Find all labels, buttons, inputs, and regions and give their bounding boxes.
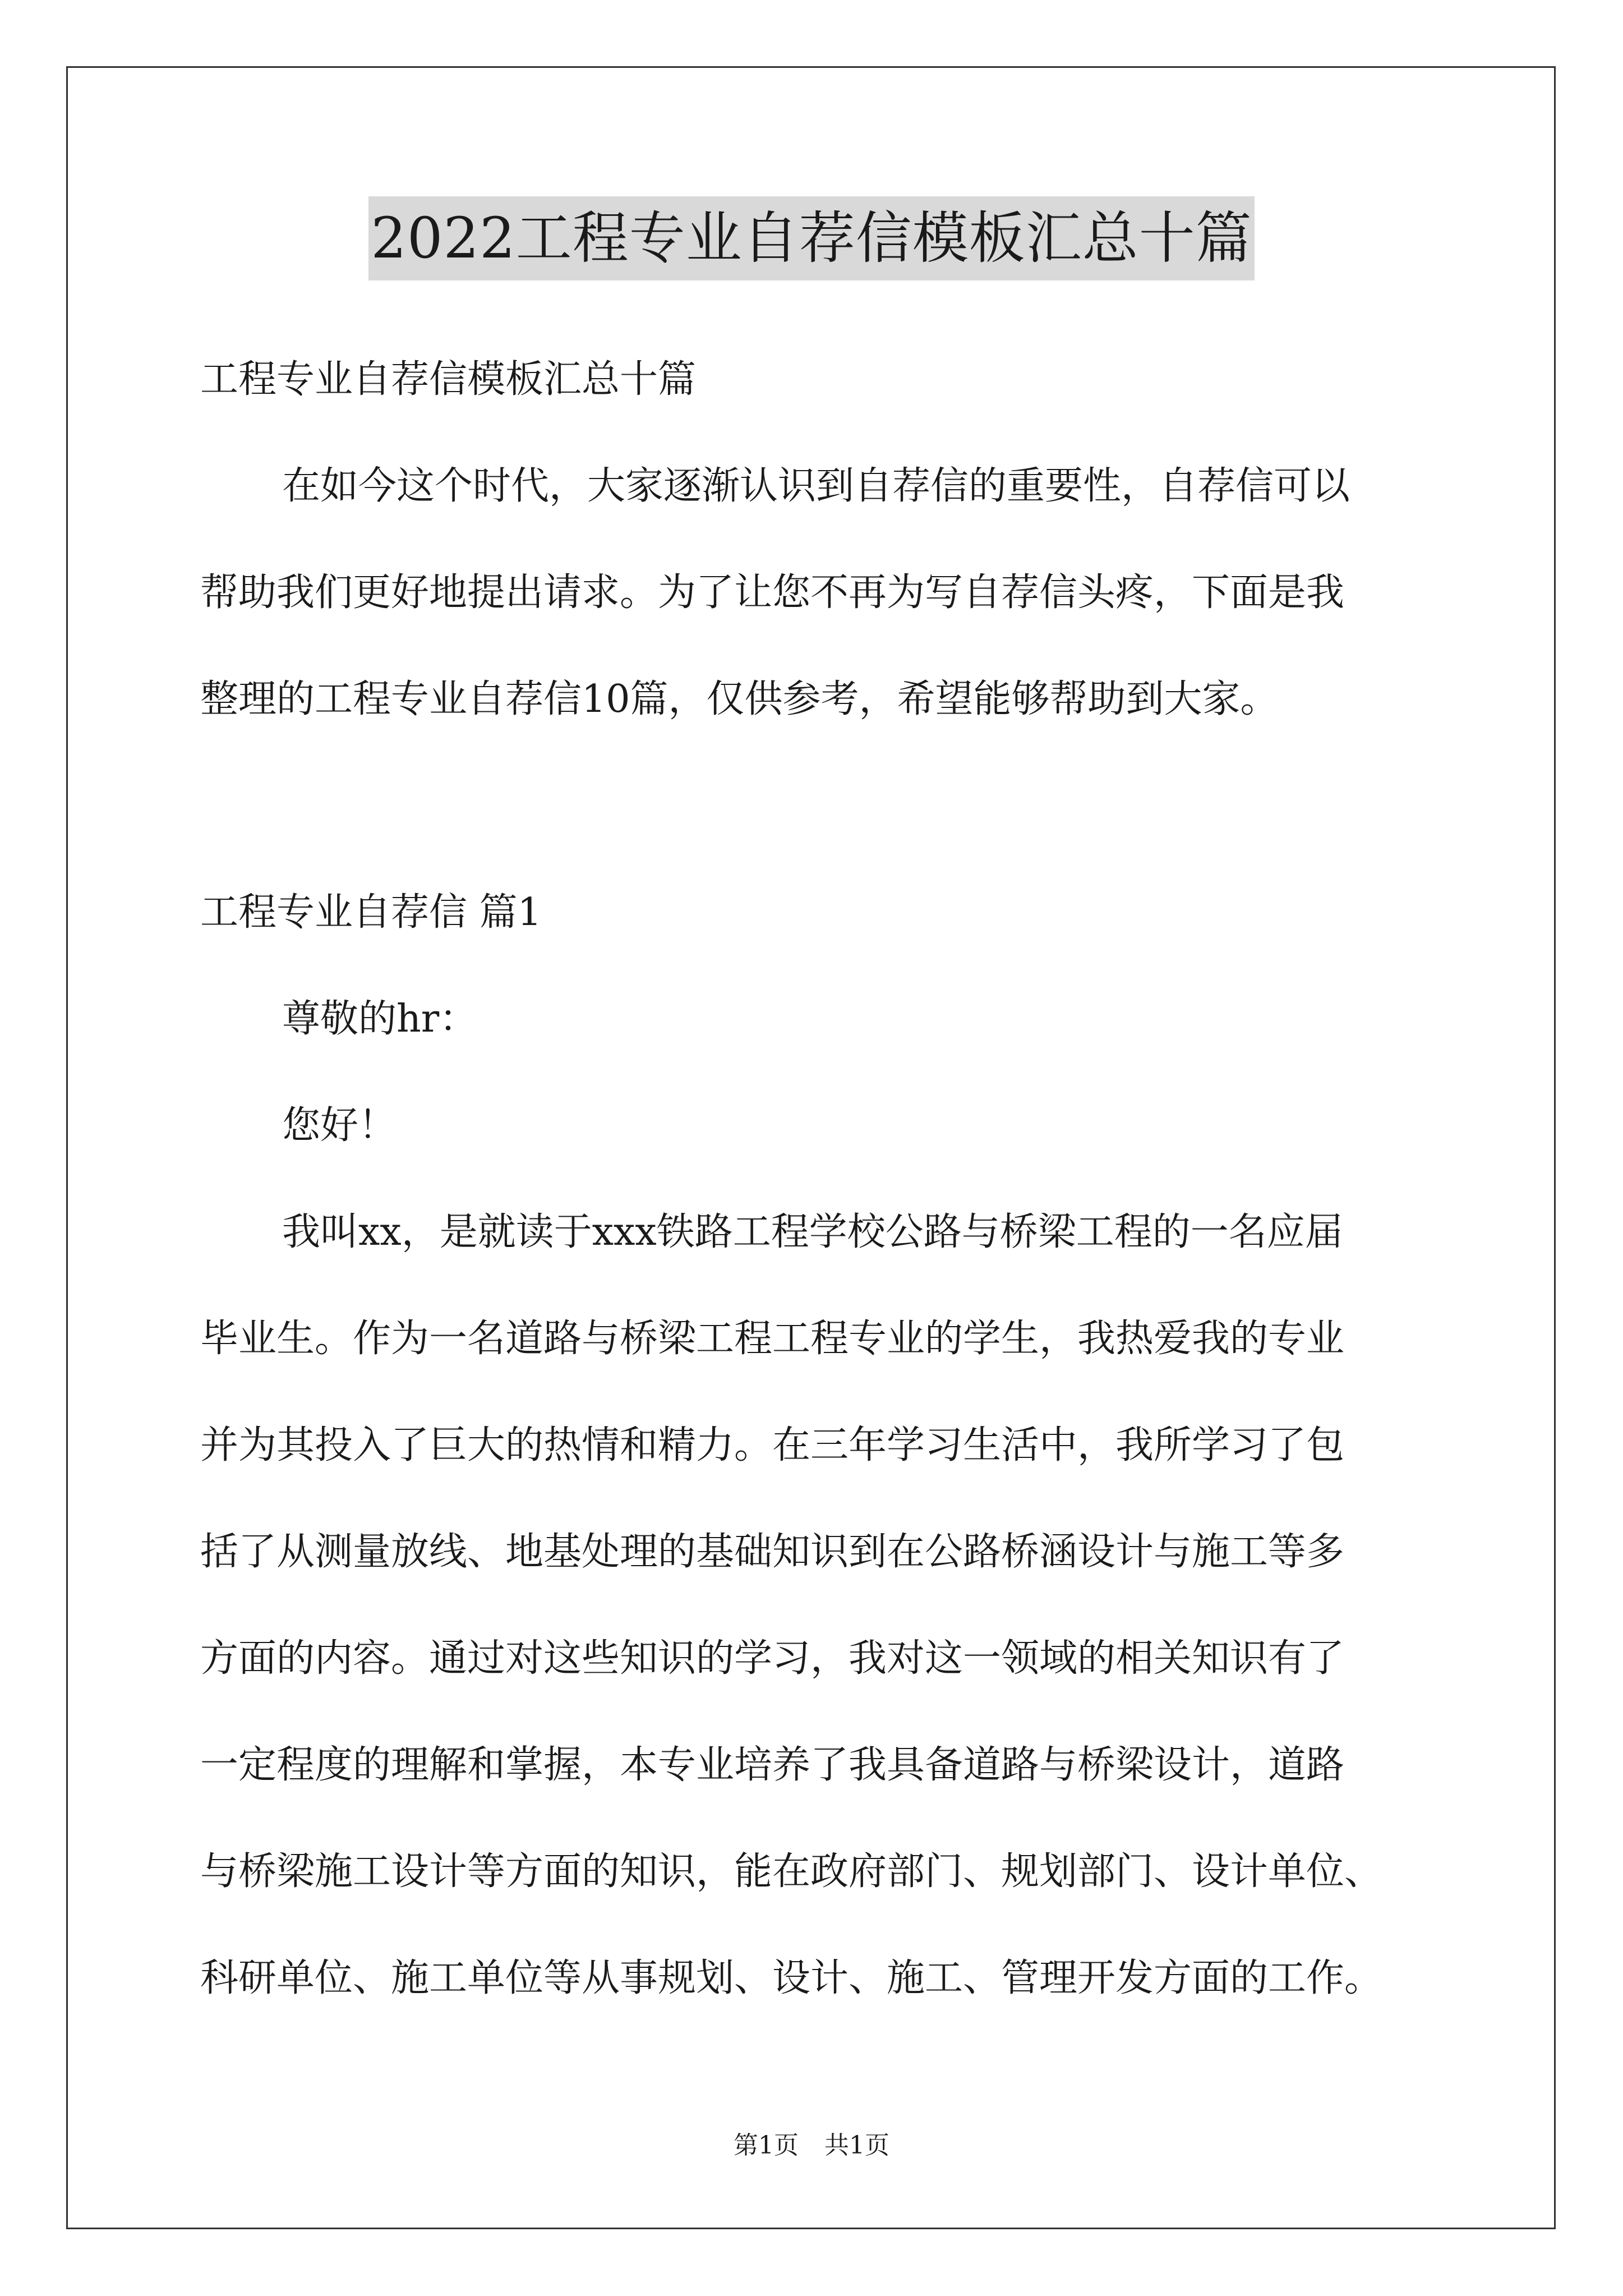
body-line-6: 一定程度的理解和掌握，本专业培养了我具备道路与桥梁设计，道路: [200, 1743, 1345, 1787]
body-line-1: 我叫xx，是就读于xxx铁路工程学校公路与桥梁工程的一名应届: [282, 1210, 1343, 1254]
page-footer: [0, 2129, 1623, 2162]
body-line-3: 并为其投入了巨大的热情和精力。在三年学习生活中，我所学习了包: [200, 1423, 1345, 1467]
body-line-4: 括了从测量放线、地基处理的基础知识到在公路桥涵设计与施工等多: [200, 1530, 1345, 1574]
page-number: 第1页: [734, 2131, 799, 2160]
title-wrap: [0, 196, 1623, 280]
intro-line-1: 在如今这个时代，大家逐渐认识到自荐信的重要性，自荐信可以: [282, 464, 1350, 508]
body-line-8: 科研单位、施工单位等从事规划、设计、施工、管理开发方面的工作。: [200, 1956, 1383, 2000]
section-heading: 工程专业自荐信 篇1: [200, 890, 542, 935]
greeting-line: 您好！: [282, 1103, 397, 1148]
subtitle-line: 工程专业自荐信模板汇总十篇: [200, 357, 697, 402]
salutation-line: 尊敬的hr：: [282, 997, 478, 1041]
document-title: 2022工程专业自荐信模板汇总十篇: [368, 196, 1255, 280]
intro-line-2: 帮助我们更好地提出请求。为了让您不再为写自荐信头疼，下面是我: [200, 570, 1345, 615]
page-total: 共1页: [824, 2131, 889, 2160]
body-line-2: 毕业生。作为一名道路与桥梁工程工程专业的学生，我热爱我的专业: [200, 1317, 1345, 1361]
intro-line-3: 整理的工程专业自荐信10篇，仅供参考，希望能够帮助到大家。: [200, 677, 1279, 721]
body-line-5: 方面的内容。通过对这些知识的学习，我对这一领域的相关知识有了: [200, 1636, 1345, 1681]
body-line-7: 与桥梁施工设计等方面的知识，能在政府部门、规划部门、设计单位、: [200, 1849, 1383, 1894]
